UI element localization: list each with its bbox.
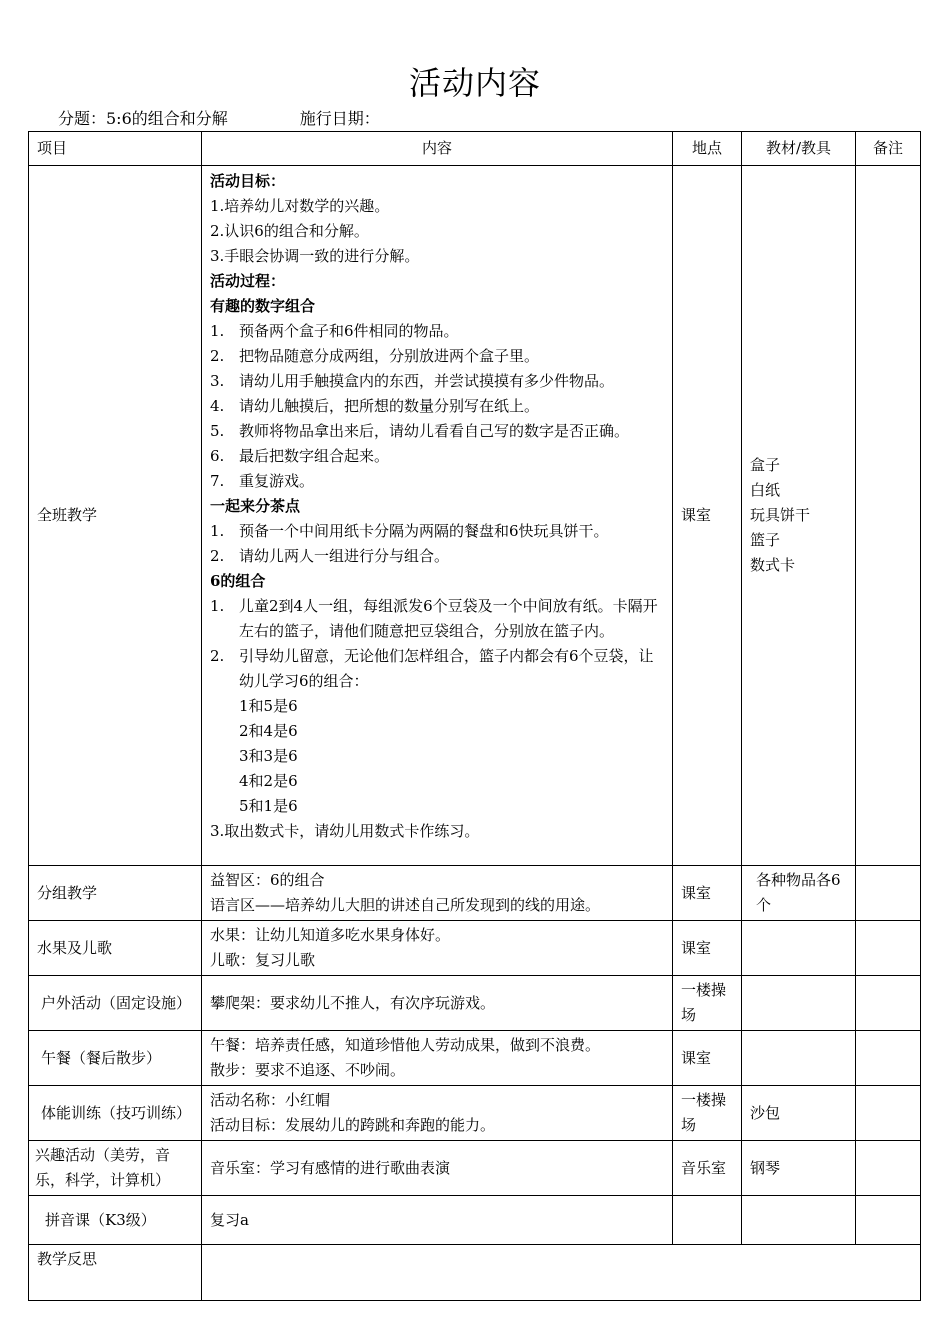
combo-line: 1和5是6 (239, 697, 298, 715)
row-label: 兴趣活动（美劳，音乐，科学，计算机） (29, 1141, 202, 1196)
material-item: 盒子 (750, 456, 781, 474)
location-cell: 一楼操场 (673, 1086, 742, 1141)
materials-cell (742, 1031, 856, 1086)
row-physical (29, 1086, 921, 1141)
material-item: 白纸 (750, 481, 781, 499)
row-label: 体能训练（技巧训练） (29, 1086, 202, 1141)
header-materials: 教材/教具 (742, 132, 856, 166)
content-cell (202, 921, 673, 976)
row-interest (29, 1141, 921, 1196)
notes-cell (856, 866, 921, 921)
combo-line: 2和4是6 (239, 722, 298, 740)
list-item: 5. 教师将物品拿出来后，请幼儿看看自己写的数字是否正确。 (210, 422, 630, 440)
materials-cell (742, 1196, 856, 1245)
material-item: 玩具饼干 (750, 506, 811, 524)
notes-cell (856, 976, 921, 1031)
goal-2: 2.认识6的组合和分解。 (210, 222, 369, 240)
header-content: 内容 (202, 132, 673, 166)
list-item: 1. 预备两个盒子和6件相同的物品。 (210, 322, 459, 340)
materials-cell (742, 921, 856, 976)
combo-line: 5和1是6 (239, 797, 298, 815)
notes-cell (856, 1196, 921, 1245)
materials-cell (742, 166, 856, 866)
location-cell: 课室 (673, 921, 742, 976)
materials-cell (742, 976, 856, 1031)
location-cell: 课室 (673, 1031, 742, 1086)
row-fruit-song (29, 921, 921, 976)
list-item: 2. 引导幼儿留意，无论他们怎样组合，篮子内都会有6个豆袋，让幼儿学习6的组合： (210, 647, 654, 690)
row-whole-class (29, 166, 921, 866)
list-item: 1. 预备一个中间用纸卡分隔为两隔的餐盘和6快玩具饼干。 (210, 522, 609, 540)
page-title: 活动内容 (408, 64, 541, 102)
content-cell (202, 1141, 673, 1196)
section2-title: 一起来分茶点 (210, 497, 301, 515)
process-heading: 活动过程： (210, 272, 286, 290)
material-item: 数式卡 (750, 556, 796, 574)
reflection-label: 教学反思 (29, 1245, 202, 1301)
content-line: 午餐：培养责任感，知道珍惜他人劳动成果，做到不浪费。 (210, 1036, 601, 1054)
material-item: 各种物品各6个 (756, 871, 841, 914)
row-label: 午餐（餐后散步） (29, 1031, 202, 1086)
content-line: 活动名称：小红帽 (210, 1091, 331, 1109)
row-label: 拼音课（K3级） (29, 1196, 202, 1245)
materials-cell (742, 866, 856, 921)
header-notes: 备注 (856, 132, 921, 166)
list-item: 2. 请幼儿两人一组进行分与组合。 (210, 547, 450, 565)
goal-heading: 活动目标： (210, 172, 286, 190)
list-item: 3. 请幼儿用手触摸盒内的东西，并尝试摸摸有多少件物品。 (210, 372, 615, 390)
content-line: 音乐室：学习有感情的进行歌曲表演 (210, 1158, 451, 1177)
goal-1: 1.培养幼儿对数学的兴趣。 (210, 197, 390, 215)
content-line: 攀爬架：要求幼儿不推人，有次序玩游戏。 (210, 993, 496, 1012)
row-reflection (29, 1245, 921, 1301)
content-line: 活动目标：发展幼儿的跨跳和奔跑的能力。 (210, 1116, 496, 1134)
content-line: 水果：让幼儿知道多吃水果身体好。 (210, 926, 451, 944)
row-label: 户外活动（固定设施） (29, 976, 202, 1031)
list-item: 2. 把物品随意分成两组，分别放进两个盒子里。 (210, 347, 540, 365)
content-line: 散步：要求不追逐、不吵闹。 (210, 1061, 406, 1079)
list-item: 4. 请幼儿触摸后，把所想的数量分别写在纸上。 (210, 397, 540, 415)
row-label: 全班教学 (29, 166, 202, 866)
reflection-cell (202, 1245, 921, 1301)
whole-class-content (202, 166, 673, 866)
location-cell: 课室 (673, 166, 742, 866)
notes-cell (856, 1031, 921, 1086)
notes-cell (856, 166, 921, 866)
materials-cell: 钢琴 (742, 1141, 856, 1196)
content-line: 语言区——培养幼儿大胆的讲述自己所发现到的线的用途。 (210, 896, 601, 914)
content-cell (202, 1031, 673, 1086)
content-cell (202, 1086, 673, 1141)
topic-label: 分题：5:6的组合和分解 (58, 109, 228, 128)
subtitle-line (58, 106, 380, 129)
content-cell (202, 976, 673, 1031)
content-line: 益智区：6的组合 (210, 871, 325, 889)
combo-line: 4和2是6 (239, 772, 298, 790)
location-cell: 课室 (673, 866, 742, 921)
goal-3: 3.手眼会协调一致的进行分解。 (210, 247, 420, 265)
list-item: 6. 最后把数字组合起来。 (210, 447, 390, 465)
row-label: 分组教学 (29, 866, 202, 921)
notes-cell (856, 1141, 921, 1196)
section1-title: 有趣的数字组合 (210, 297, 316, 315)
materials-cell: 沙包 (742, 1086, 856, 1141)
row-outdoor (29, 976, 921, 1031)
combo-line: 3和3是6 (239, 747, 298, 765)
row-lunch (29, 1031, 921, 1086)
section3-title: 6的组合 (210, 572, 266, 590)
notes-cell (856, 1086, 921, 1141)
content-line: 儿歌：复习儿歌 (210, 951, 316, 969)
location-cell (673, 1196, 742, 1245)
row-pinyin (29, 1196, 921, 1245)
notes-cell (856, 921, 921, 976)
list-item: 7. 重复游戏。 (210, 472, 315, 490)
row-group-teaching (29, 866, 921, 921)
list-item: 1. 儿童2到4人一组，每组派发6个豆袋及一个中间放有纸。卡隔开左右的篮子，请他们随意把豆袋组合，分别放在篮子内。 (210, 597, 658, 640)
row-label: 水果及儿歌 (29, 921, 202, 976)
content-cell (202, 866, 673, 921)
location-cell: 一楼操场 (673, 976, 742, 1031)
header-location: 地点 (673, 132, 742, 166)
date-label: 施行日期： (299, 109, 380, 128)
content-cell (202, 1196, 673, 1245)
location-cell: 音乐室 (673, 1141, 742, 1196)
content-line: 复习a (210, 1210, 249, 1229)
final-step: 3.取出数式卡，请幼儿用数式卡作练习。 (210, 822, 480, 840)
material-item: 篮子 (750, 531, 781, 549)
header-row (29, 132, 921, 166)
activity-table (28, 131, 921, 1301)
header-item: 项目 (29, 132, 202, 166)
